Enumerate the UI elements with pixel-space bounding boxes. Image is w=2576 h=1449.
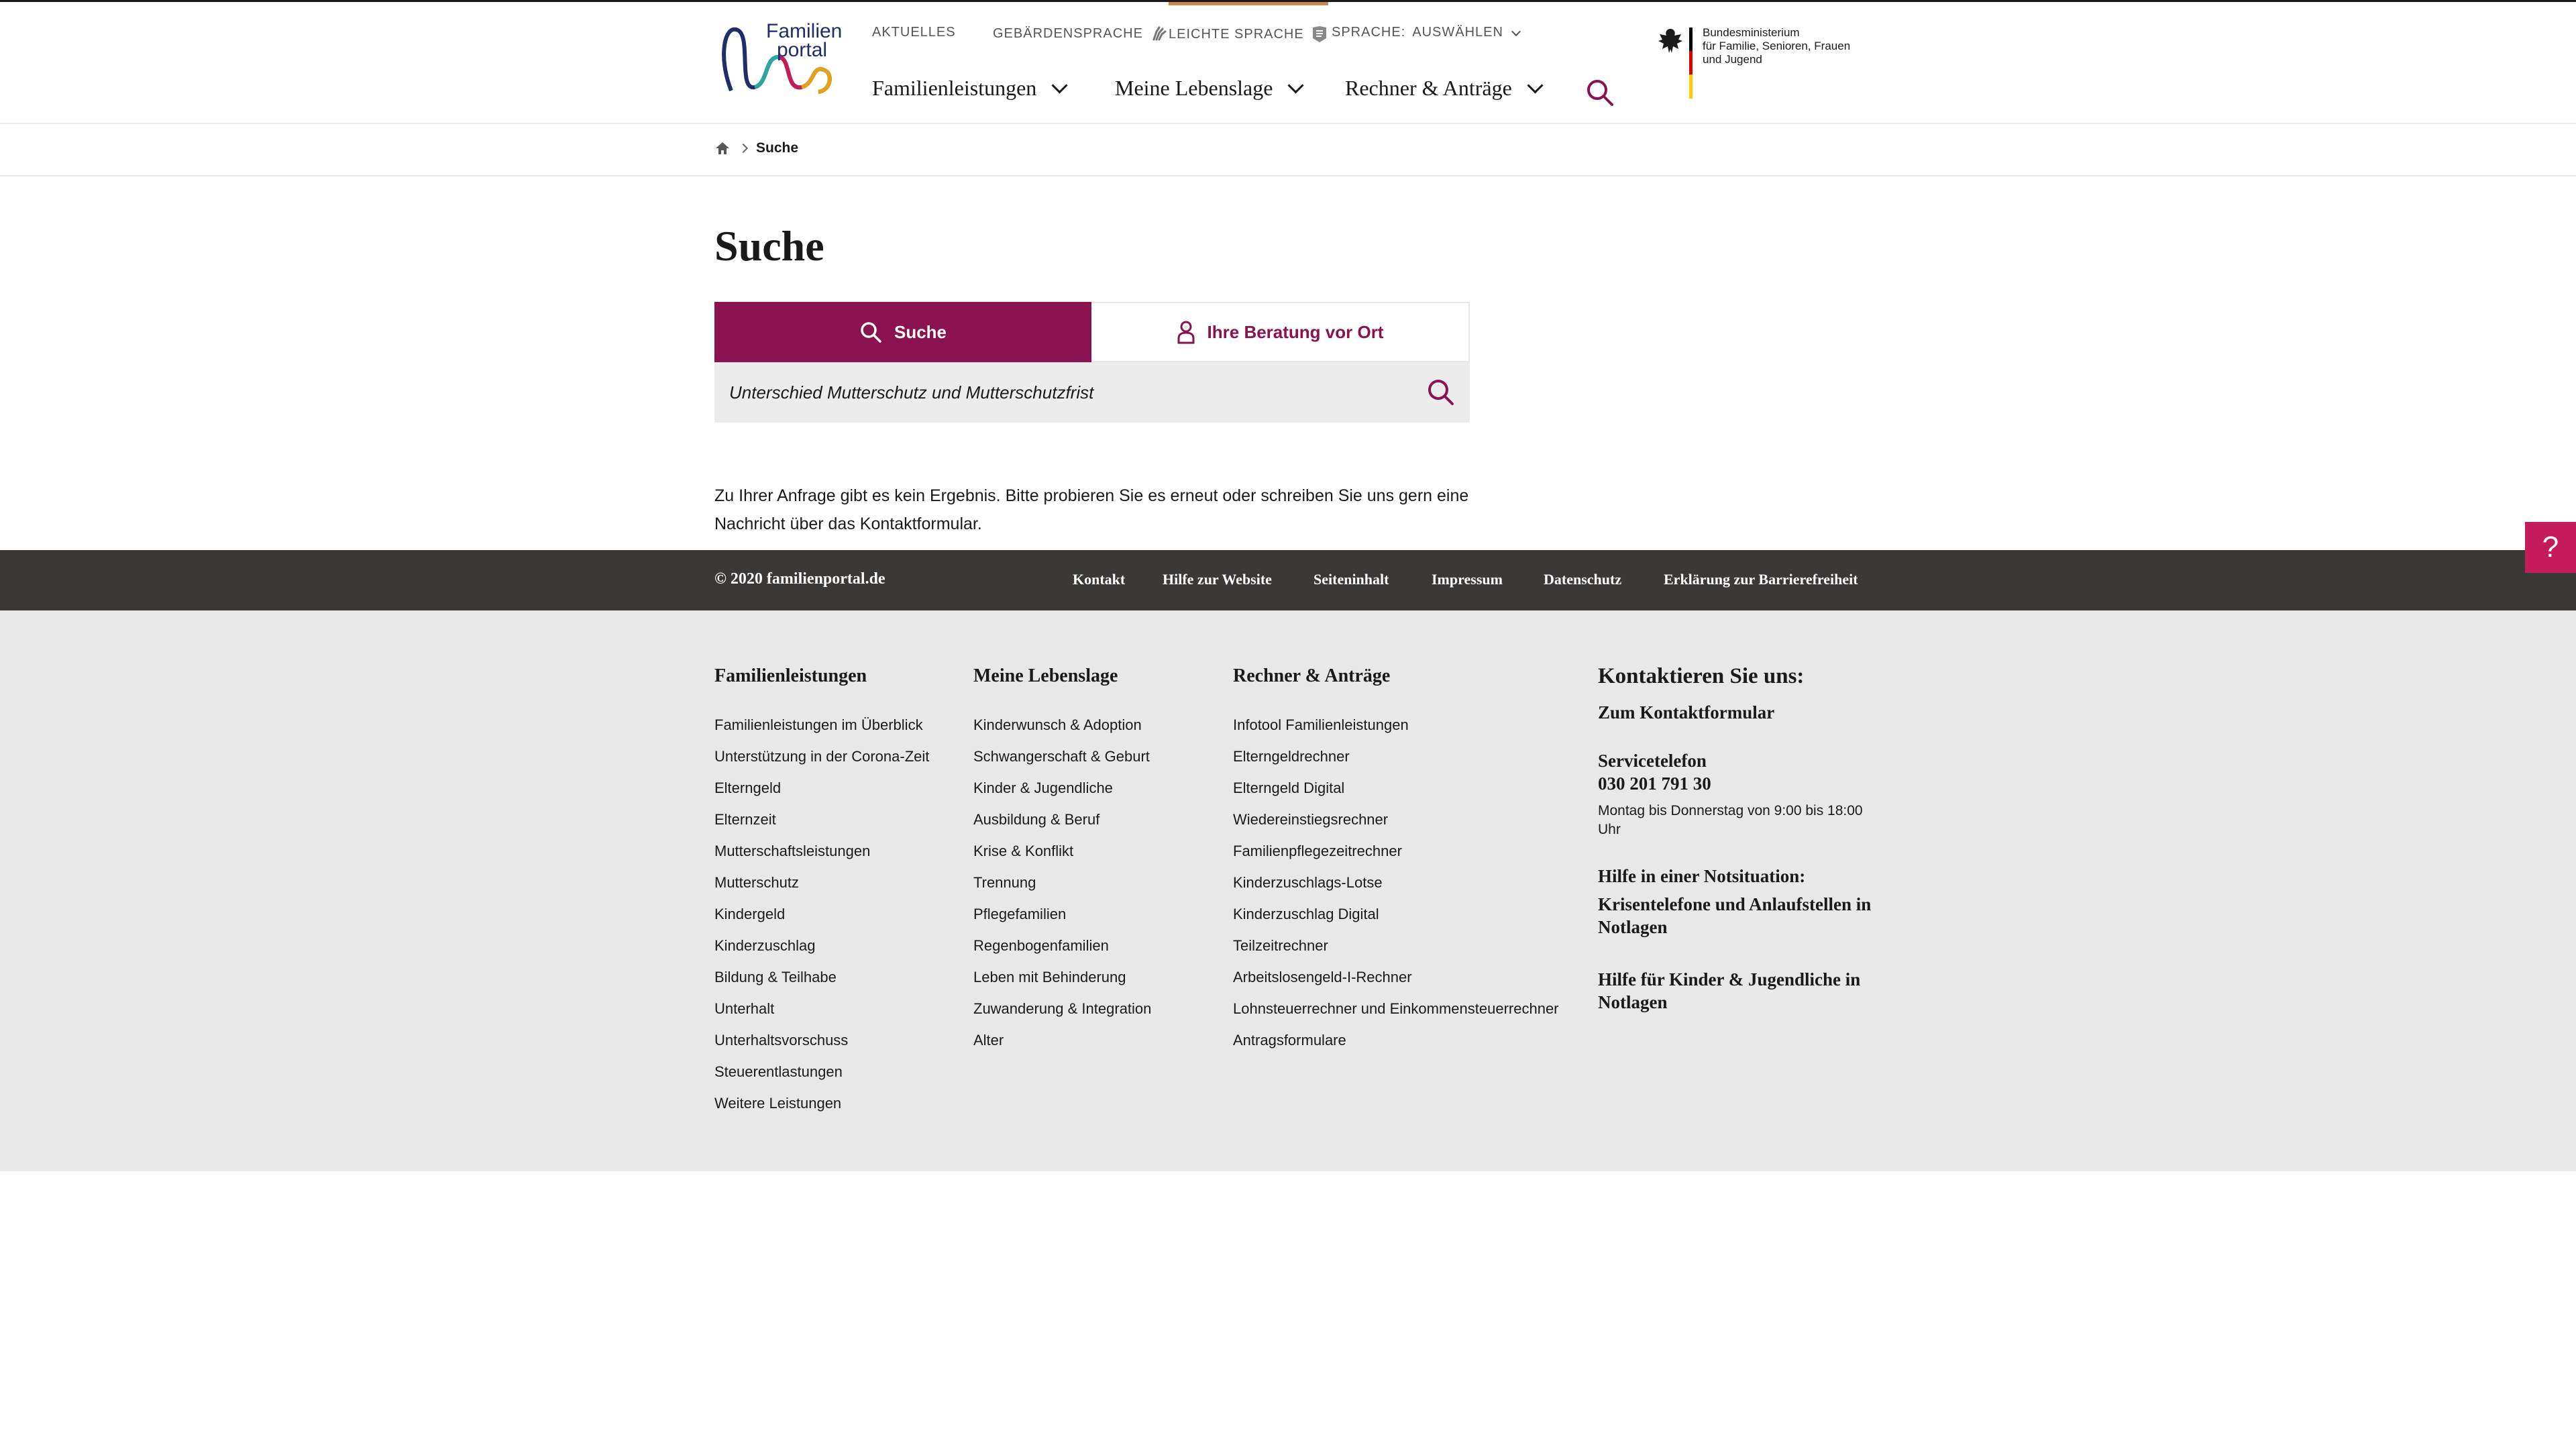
footer-link[interactable]: Familienpflegezeitrechner xyxy=(1233,843,1402,859)
footer-link[interactable]: Leben mit Behinderung xyxy=(973,969,1126,985)
footer-link[interactable]: Antragsformulare xyxy=(1233,1032,1346,1049)
chevron-down-icon xyxy=(1511,26,1521,36)
site-header xyxy=(0,2,2576,124)
footer-link[interactable]: Kinderwunsch & Adoption xyxy=(973,716,1142,733)
nav-familienleistungen-label: Familienleistungen xyxy=(872,76,1037,100)
footer-link-hilfe[interactable]: Hilfe zur Website xyxy=(1163,571,1272,588)
chevron-down-icon xyxy=(1288,77,1304,93)
footer-link[interactable]: Unterhaltsvorschuss xyxy=(714,1032,849,1049)
footer-link-seiteninhalt[interactable]: Seiteninhalt xyxy=(1313,571,1389,588)
util-sprache-value: AUSWÄHLEN xyxy=(1412,25,1503,40)
service-hours: Montag bis Donnerstag von 9:00 bis 18:00 Uhr xyxy=(1598,803,1863,837)
footer-link[interactable]: Unterstützung in der Corona-Zeit xyxy=(714,748,930,765)
breadcrumb xyxy=(714,140,798,156)
footer xyxy=(0,610,2576,1171)
footer-list xyxy=(714,715,929,1113)
footer-col-title[interactable]: Rechner & Anträge xyxy=(1233,665,1391,686)
footer-col-rechner xyxy=(1233,665,1559,1062)
footer-link[interactable]: Trennung xyxy=(973,874,1036,891)
footer-link[interactable]: Arbeitslosengeld-I-Rechner xyxy=(1233,969,1412,985)
footer-link[interactable]: Mutterschaftsleistungen xyxy=(714,843,871,859)
footer-link[interactable]: Regenbogenfamilien xyxy=(973,937,1109,954)
search-icon xyxy=(859,321,882,343)
search-tabs xyxy=(714,302,1470,362)
krisentelefone-link[interactable]: Krisentelefone und Anlaufstellen in Notlagen xyxy=(1598,894,1872,937)
footer-link[interactable]: Weitere Leistungen xyxy=(714,1095,842,1112)
chevron-down-icon xyxy=(1527,77,1543,93)
tab-suche-label: Suche xyxy=(894,321,947,342)
logo-text[interactable] xyxy=(766,22,842,60)
notsituation-heading: Hilfe in einer Notsituation: xyxy=(1598,866,1806,886)
tab-beratung[interactable] xyxy=(1091,302,1470,362)
tab-beratung-label: Ihre Beratung vor Ort xyxy=(1207,321,1384,342)
copyright: © 2020 familienportal.de xyxy=(714,570,885,588)
easy-language-icon xyxy=(1311,25,1328,44)
footer-contact xyxy=(1598,664,1880,1014)
header-search-icon[interactable] xyxy=(1585,77,1615,108)
footer-col-lebenslage xyxy=(973,665,1151,1062)
footer-link[interactable]: Infotool Familienleistungen xyxy=(1233,716,1409,733)
footer-col-leistungen xyxy=(714,665,929,1125)
util-aktuelles[interactable] xyxy=(872,25,956,40)
footer-link[interactable]: Elterngeld xyxy=(714,780,782,796)
chevron-down-icon xyxy=(1052,77,1068,93)
breadcrumb-current: Suche xyxy=(756,140,799,156)
util-gebaerden-label: GEBÄRDENSPRACHE xyxy=(993,25,1143,41)
util-sprache-select[interactable] xyxy=(1332,25,1519,40)
search-box xyxy=(714,362,1470,423)
no-result-message: Zu Ihrer Anfrage gibt es kein Ergebnis. Bitte probieren Sie es erneut oder schreiben Sie uns gern eine Nachricht über das Kontaktformular. xyxy=(714,486,1469,533)
person-icon xyxy=(1177,320,1195,344)
footer-link[interactable]: Kinder & Jugendliche xyxy=(973,780,1113,796)
help-tab[interactable]: ? xyxy=(2525,522,2576,573)
ministry-line1: Bundesministerium xyxy=(1703,26,1800,39)
breadcrumb-bar xyxy=(0,124,2576,176)
nav-meine-lebenslage[interactable] xyxy=(1115,76,1301,101)
footer-link[interactable]: Elternzeit xyxy=(714,811,776,828)
breadcrumb-separator-icon xyxy=(739,144,748,153)
util-gebaerdensprache[interactable] xyxy=(993,25,1167,42)
contact-form-link[interactable]: Zum Kontaktformular xyxy=(1598,702,1775,722)
search-submit-icon[interactable] xyxy=(1426,377,1456,408)
util-aktuelles-label: AKTUELLES xyxy=(872,25,956,40)
footer-link-datenschutz[interactable]: Datenschutz xyxy=(1544,571,1622,588)
footer-link-barrierefreiheit[interactable]: Erklärung zur Barrierefreiheit xyxy=(1664,571,1858,588)
footer-link[interactable]: Bildung & Teilhabe xyxy=(714,969,837,985)
ministry-line3: und Jugend xyxy=(1703,53,1762,66)
util-sprache-label: SPRACHE: xyxy=(1332,25,1406,40)
footer-list xyxy=(973,715,1151,1050)
home-icon[interactable] xyxy=(714,141,731,156)
footer-link[interactable]: Steuerentlastungen xyxy=(714,1063,843,1080)
footer-link[interactable]: Wiedereinstiegsrechner xyxy=(1233,811,1389,828)
footer-link-kontakt[interactable]: Kontakt xyxy=(1073,571,1126,588)
footer-link[interactable]: Lohnsteuerrechner und Einkommensteuerrechner xyxy=(1233,1000,1559,1017)
ministry-line2: für Familie, Senioren, Frauen xyxy=(1703,40,1851,52)
service-phone[interactable]: 030 201 791 30 xyxy=(1598,773,1711,794)
footer-link[interactable]: Zuwanderung & Integration xyxy=(973,1000,1152,1017)
util-leicht-label: LEICHTE SPRACHE xyxy=(1169,26,1304,42)
search-input[interactable] xyxy=(728,382,1401,404)
logo-line1: Familien xyxy=(766,20,843,42)
footer-link[interactable]: Kindergeld xyxy=(714,906,786,922)
contact-heading: Kontaktieren Sie uns: xyxy=(1598,664,1805,688)
footer-link[interactable]: Kinderzuschlag xyxy=(714,937,816,954)
footer-link[interactable]: Alter xyxy=(973,1032,1004,1049)
footer-link[interactable]: Krise & Konflikt xyxy=(973,843,1074,859)
nav-familienleistungen[interactable] xyxy=(872,76,1065,101)
footer-link[interactable]: Elterngeld Digital xyxy=(1233,780,1345,796)
footer-col-title[interactable]: Familienleistungen xyxy=(714,665,867,686)
nav-rechner-label: Rechner & Anträge xyxy=(1345,76,1512,100)
page-title: Suche xyxy=(714,222,824,270)
footer-link[interactable]: Familienleistungen im Überblick xyxy=(714,716,923,733)
ministry-text xyxy=(1703,26,1850,66)
nav-lebenslage-label: Meine Lebenslage xyxy=(1115,76,1273,100)
nav-rechner-antraege[interactable] xyxy=(1345,76,1541,101)
footer-col-title[interactable]: Meine Lebenslage xyxy=(973,665,1118,686)
page-bottom-blank xyxy=(0,1171,2576,1449)
federal-eagle-icon xyxy=(1656,26,1685,56)
footer-link[interactable]: Kinderzuschlags-Lotse xyxy=(1233,874,1383,891)
footer-link[interactable]: Unterhalt xyxy=(714,1000,775,1017)
ministry-logo[interactable] xyxy=(1656,25,1870,99)
footer-bar xyxy=(0,550,2576,610)
kinder-hilfe-link[interactable]: Hilfe für Kinder & Jugendliche in Notlagen xyxy=(1598,969,1861,1012)
footer-link[interactable]: Mutterschutz xyxy=(714,874,799,891)
footer-link[interactable]: Schwangerschaft & Geburt xyxy=(973,748,1150,765)
footer-link[interactable]: Elterngeldrechner xyxy=(1233,748,1350,765)
footer-link[interactable]: Pflegefamilien xyxy=(973,906,1067,922)
util-leichte-sprache[interactable] xyxy=(1169,25,1328,44)
flag-bar xyxy=(1689,28,1693,99)
footer-link-impressum[interactable]: Impressum xyxy=(1432,571,1503,588)
footer-list xyxy=(1233,715,1559,1050)
logo-line2: portal xyxy=(777,39,828,61)
sign-language-icon xyxy=(1150,25,1167,42)
footer-link[interactable]: Kinderzuschlag Digital xyxy=(1233,906,1379,922)
footer-link[interactable]: Teilzeitrechner xyxy=(1233,937,1328,954)
service-label: Servicetelefon xyxy=(1598,751,1707,771)
tab-suche[interactable] xyxy=(714,302,1091,362)
footer-link[interactable]: Ausbildung & Beruf xyxy=(973,811,1100,828)
